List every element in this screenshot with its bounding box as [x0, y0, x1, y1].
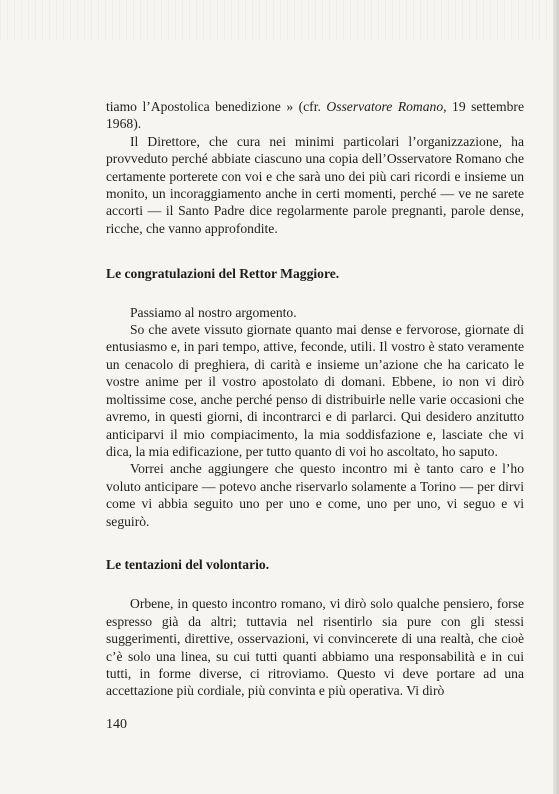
page-number: 140 — [106, 717, 127, 732]
paragraph-1-text-end: 19 settembre 1968). — [106, 99, 524, 132]
paragraph-4: So che avete vissuto giornate quanto mai dense e fervorose, giornate di entusiasmo e, in pari tempo, attive, feconde, utili. Il vostro è stato veramente un cenacolo di preghiera, di carità e insieme un’azione che ha caricato le vostre anime per il vostro apostolato di domani. Ebbene, io non vi dirò moltissime cose, anche perché penso di distribuirle nelle varie occasioni che avremo, in questi giorni, di incontrarci e di parlarci. Qui desidero anzitutto anticiparvi il mio compiacimento, la mia soddisfazione e, lasciate che vi dica, la mia edificazione, per tutto quanto di voi ho ascoltato, ho saputo. — [106, 322, 524, 459]
paragraph-5: Vorrei anche aggiungere che questo incontro mi è tanto caro e l’ho voluto anticipare — potevo anche riservarlo solamente a Torino — per dirvi come vi abbia seguito uno per uno e come, uno per uno, vi seguo e vi seguirò. — [106, 461, 524, 529]
scan-speckle — [0, 0, 559, 40]
section-heading-2: Le tentazioni del volontario. — [106, 556, 270, 572]
page-edge-shadow — [553, 0, 559, 794]
paragraph-6: Orbene, in questo incontro romano, vi dirò solo qualche pensiero, forse espresso già da altri; tuttavia nel risentirlo sia pure con gli stessi suggerimenti, direttive, osservazioni, vi convincerete di una realtà, che cioè c’è solo una linea, su cui tutti quanti abbiamo una responsabilità e in cui tutti, in forme diverse, ci ritroviamo. Questo vi deve portare ad una accettazione più cordiale, più convinta e più operativa. Vi dirò — [106, 596, 524, 699]
paragraph-3: Passiamo al nostro argomento. — [130, 304, 297, 320]
paragraph-1 — [106, 98, 524, 133]
page-body — [106, 98, 524, 700]
section-heading-1: Le congratulazioni del Rettor Maggiore. — [106, 266, 340, 282]
paragraph-2: Il Direttore, che cura nei minimi particolari l’organizzazione, ha provveduto perché abbiate ciascuno una copia dell’Osservatore Romano che certamente porterete con voi e che sarà uno dei più cari ricordi e insieme un monito, un incoraggiamento anche in certi momenti, perché — ve ne sarete accorti — il Santo Padre dice regolarmente parole pregnanti, parole dense, ricche, che vanno approfondite. — [106, 133, 524, 236]
paragraph-1-text: tiamo l’Apostolica benedizione » (cfr. — [106, 99, 327, 114]
citation-italic: Osservatore Romano, — [326, 99, 447, 114]
